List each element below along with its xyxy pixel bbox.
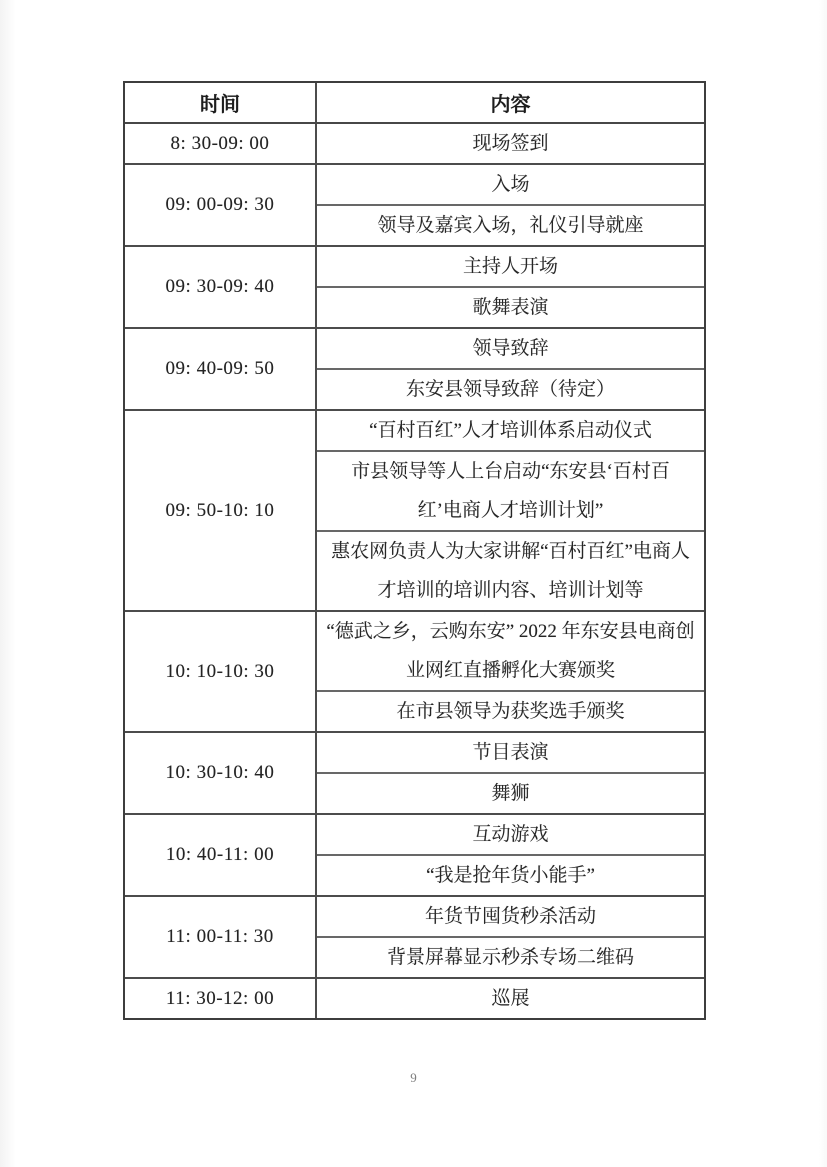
table-header-row bbox=[125, 83, 704, 124]
content-line: 领导致辞 bbox=[472, 338, 549, 359]
content-cell bbox=[317, 165, 704, 245]
table-row bbox=[125, 897, 704, 979]
content-item bbox=[317, 206, 704, 245]
content-line: “德武之乡，云购东安” 2022 年东安县电商创 bbox=[326, 621, 695, 642]
content-line: 舞狮 bbox=[491, 783, 530, 804]
content-line: 东安县领导致辞（待定） bbox=[405, 379, 615, 400]
content-cell bbox=[317, 897, 704, 977]
table-row bbox=[125, 815, 704, 897]
content-line: 节目表演 bbox=[472, 742, 549, 763]
time-cell: 09: 30-09: 40 bbox=[125, 247, 317, 327]
content-item bbox=[317, 612, 704, 692]
content-item bbox=[317, 124, 704, 163]
table-row bbox=[125, 733, 704, 815]
page-left-edge-shade bbox=[0, 0, 16, 1167]
content-line: 主持人开场 bbox=[462, 256, 558, 277]
time-cell: 09: 50-10: 10 bbox=[125, 411, 317, 610]
content-cell bbox=[317, 612, 704, 731]
content-item bbox=[317, 938, 704, 977]
content-line: 巡展 bbox=[491, 988, 530, 1009]
time-cell: 10: 40-11: 00 bbox=[125, 815, 317, 895]
content-line: 现场签到 bbox=[472, 133, 549, 154]
content-item bbox=[317, 370, 704, 409]
table-row bbox=[125, 329, 704, 411]
content-item bbox=[317, 288, 704, 327]
content-cell bbox=[317, 247, 704, 327]
content-item bbox=[317, 692, 704, 731]
table-row bbox=[125, 612, 704, 733]
content-line: 在市县领导为获奖选手颁奖 bbox=[396, 701, 625, 722]
content-item bbox=[317, 165, 704, 206]
content-line: 业网红直播孵化大赛颁奖 bbox=[405, 660, 615, 681]
content-item bbox=[317, 452, 704, 532]
content-cell bbox=[317, 733, 704, 813]
content-line: 惠农网负责人为大家讲解“百村百红”电商人 bbox=[331, 541, 690, 562]
page-number: 9 bbox=[410, 1070, 417, 1085]
content-line: 歌舞表演 bbox=[472, 297, 549, 318]
content-item bbox=[317, 247, 704, 288]
table-header-content: 内容 bbox=[490, 94, 531, 116]
content-item bbox=[317, 733, 704, 774]
content-line: 背景屏幕显示秒杀专场二维码 bbox=[386, 947, 634, 968]
content-line: 入场 bbox=[491, 174, 530, 195]
content-line: “百村百红”人才培训体系启动仪式 bbox=[369, 420, 652, 441]
table-row bbox=[125, 979, 704, 1018]
content-cell bbox=[317, 815, 704, 895]
time-cell: 11: 00-11: 30 bbox=[125, 897, 317, 977]
time-cell: 09: 00-09: 30 bbox=[125, 165, 317, 245]
time-cell: 10: 10-10: 30 bbox=[125, 612, 317, 731]
time-cell: 11: 30-12: 00 bbox=[125, 979, 317, 1018]
content-line: 互动游戏 bbox=[472, 824, 549, 845]
content-cell bbox=[317, 124, 704, 163]
page-right-edge-shade bbox=[819, 0, 827, 1167]
content-item bbox=[317, 897, 704, 938]
content-item bbox=[317, 774, 704, 813]
table-row bbox=[125, 411, 704, 612]
content-item bbox=[317, 532, 704, 610]
content-item bbox=[317, 856, 704, 895]
content-line: “我是抢年货小能手” bbox=[426, 865, 595, 886]
content-cell bbox=[317, 329, 704, 409]
schedule-table bbox=[123, 81, 706, 1020]
content-line: 红’电商人才培训计划” bbox=[417, 500, 604, 521]
content-item bbox=[317, 329, 704, 370]
table-row bbox=[125, 124, 704, 165]
table-header-time: 时间 bbox=[125, 83, 317, 122]
table-rows bbox=[125, 124, 704, 1018]
content-line: 市县领导等人上台启动“东安县‘百村百 bbox=[351, 461, 670, 482]
content-item bbox=[317, 411, 704, 452]
content-cell bbox=[317, 411, 704, 610]
content-line: 领导及嘉宾入场，礼仪引导就座 bbox=[377, 215, 644, 236]
content-item bbox=[317, 979, 704, 1018]
time-cell: 09: 40-09: 50 bbox=[125, 329, 317, 409]
table-row bbox=[125, 165, 704, 247]
content-line: 才培训的培训内容、培训计划等 bbox=[377, 580, 644, 601]
content-item bbox=[317, 815, 704, 856]
content-cell bbox=[317, 979, 704, 1018]
content-line: 年货节囤货秒杀活动 bbox=[424, 906, 596, 927]
table-row bbox=[125, 247, 704, 329]
time-cell: 10: 30-10: 40 bbox=[125, 733, 317, 813]
time-cell: 8: 30-09: 00 bbox=[125, 124, 317, 163]
